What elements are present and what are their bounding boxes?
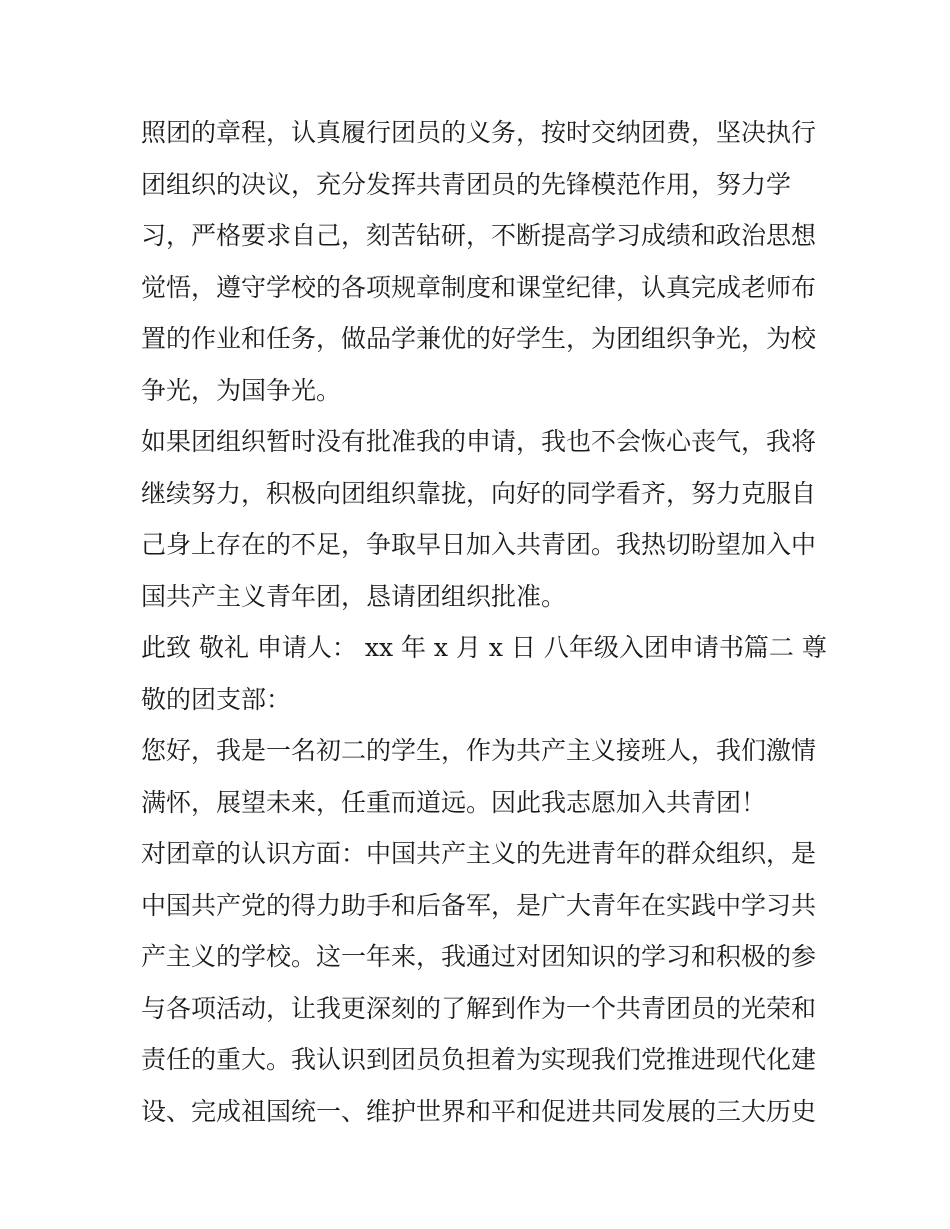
text-line: 此致 敬礼 申请人： xx 年 x 月 x 日 八年级入团申请书篇二 尊 [141,633,827,662]
text-line: 置的作业和任务，做品学兼优的好学生，为团组织争光，为校 [141,324,817,353]
text-line: 习，严格要求自己，刻苦钻研，不断提高学习成绩和政治思想 [141,221,817,250]
text-line: 国共产主义青年团，恳请团组织批准。 [141,581,567,611]
text-line: 团组织的决议，充分发挥共青团员的先锋模范作用，努力学 [141,169,792,199]
text-line: 您好，我是一名初二的学生，作为共产主义接班人，我们激情 [141,736,817,765]
text-line: 与各项活动，让我更深刻的了解到作为一个共青团员的光荣和 [141,993,817,1023]
text-line: 敬的团支部： [141,684,292,714]
text-line: 产主义的学校。这一年来，我通过对团知识的学习和积极的参 [141,942,817,971]
text-line: 对团章的认识方面：中国共产主义的先进青年的群众组织，是 [141,839,817,868]
text-line: 设、完成祖国统一、维护世界和平和促进共同发展的三大历史 [141,1096,817,1126]
text-line: 满怀，展望未来，任重而道远。因此我志愿加入共青团！ [141,787,767,817]
document-body [141,107,827,1137]
text-line: 觉悟，遵守学校的各项规章制度和课堂纪律，认真完成老师布 [141,272,817,302]
text-line: 如果团组织暂时没有批准我的申请，我也不会恢心丧气，我将 [141,427,817,456]
text-line: 己身上存在的不足，争取早日加入共青团。我热切盼望加入中 [141,530,817,559]
text-line: 责任的重大。我认识到团员负担着为实现我们党推进现代化建 [141,1045,817,1074]
text-line: 继续努力，积极向团组织靠拢，向好的同学看齐，努力克服自 [141,478,817,508]
text-line: 中国共产党的得力助手和后备军，是广大青年在实践中学习共 [141,890,817,920]
text-line: 争光，为国争光。 [141,375,342,405]
text-line: 照团的章程，认真履行团员的义务，按时交纳团费，坚决执行 [141,118,817,147]
